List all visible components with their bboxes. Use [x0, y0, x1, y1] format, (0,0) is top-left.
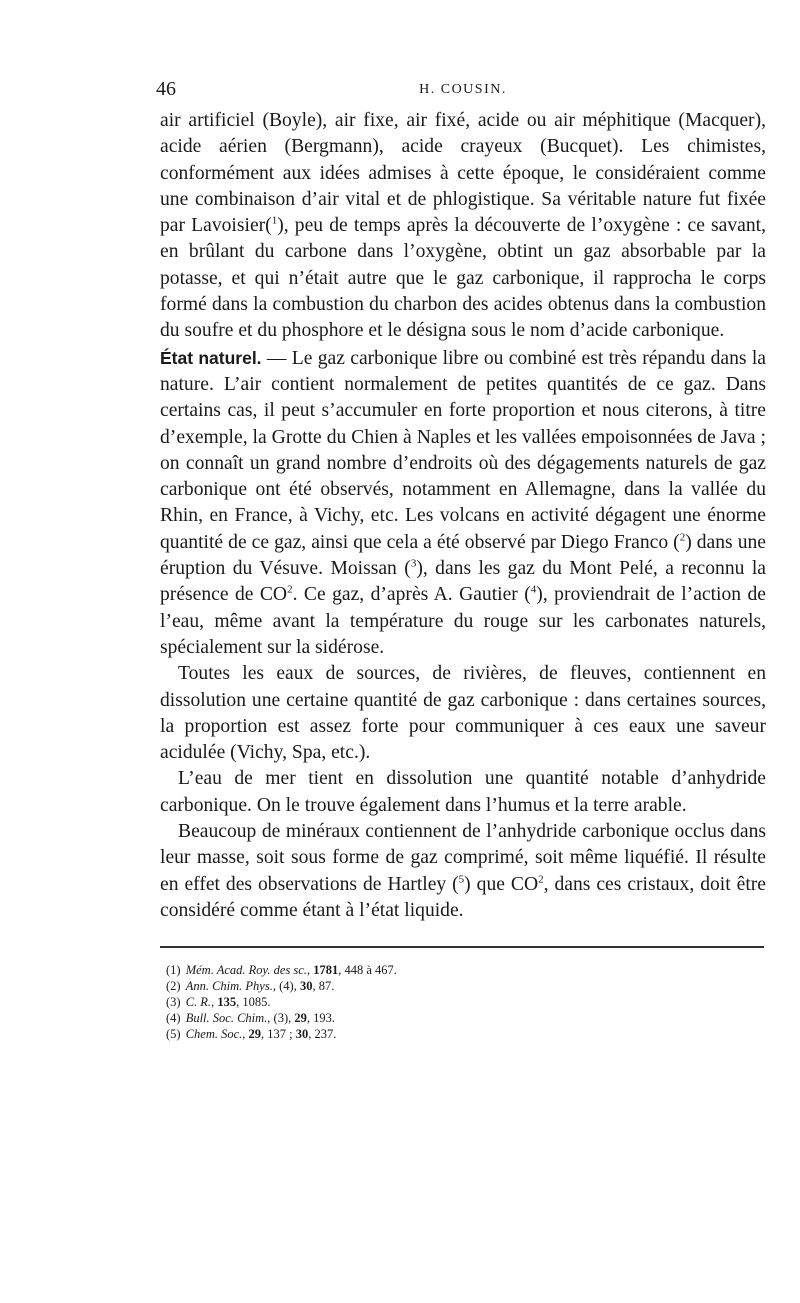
section-paragraph [160, 345, 766, 662]
paragraph: Toutes les eaux de sources, de rivières, de fleuves, contiennent en dissolution une certaine quantité de gaz carbonique : dans certaines sources, la proportion est assez forte pour communiquer à ces eaux une saveur acidulée (Vichy, Spa, etc.). [160, 663, 766, 764]
footnote-number: (1) [166, 963, 181, 978]
footnote-text: Mém. Acad. Roy. des sc., 1781, 448 à 467. [185, 963, 397, 978]
footnote-rule [160, 946, 764, 948]
footnote-number: (4) [166, 1011, 181, 1026]
footnote-number: (3) [166, 995, 181, 1010]
footnote-text: C. R., 135, 1085. [185, 995, 271, 1010]
section-text: — Le gaz carbonique libre ou combiné est très répandu dans la nature. L’air contient normalement de petites quantités de ce gaz. Dans certains cas, il peut s’accumuler en forte proportion et nous citerons, à titre d’exemple, la Grotte du Chien à Naples et les vallées empoisonnées de Java ; on connaît un grand nombre d’endroits où des dégagements naturels de gaz carbonique ont été observés, notamment en Allemagne, dans la vallée du Rhin, en France, à Vichy, etc. Les volcans en activité dégagent une énorme quantité de ce gaz, ainsi que cela a été observé par Diego Franco ($^2$) dans une éruption du Vésuve. Moissan ($^3$), dans les gaz du Mont Pelé, a reconnu la présence de $CO^2$. Ce gaz, d’après A. Gautier ($^4$), proviendrait de l’action de l’eau, même avant la température du rouge sur les carbonates naturels, spécialement sur la sidérose. [160, 347, 767, 658]
footnote-text: Chem. Soc., 29, 137 ; 30, 237. [185, 1027, 337, 1042]
footnote [166, 962, 766, 978]
footnote [166, 994, 766, 1010]
footnote [166, 978, 766, 994]
paragraph: L’eau de mer tient en dissolution une quantité notable d’anhydride carbonique. On le trouve également dans l’humus et la terre arable. [160, 768, 766, 816]
book-page [156, 78, 767, 1042]
paragraph: Beaucoup de minéraux contiennent de l’anhydride carbonique occlus dans leur masse, soit sous forme de gaz comprimé, soit même liquéfié. Il résulte en effet des observations de Hartley ($^5$) que $CO^2$, dans ces cristaux, doit être considéré comme étant à l’état liquide. [160, 821, 766, 921]
section-title: État naturel. [160, 347, 262, 368]
footnote-number: (2) [166, 979, 181, 994]
footnote-text: Bull. Soc. Chim., (3), 29, 193. [185, 1011, 335, 1026]
footnote-number: (5) [166, 1027, 181, 1042]
paragraph: air artificiel (Boyle), air fixe, air fixé, acide ou air méphitique (Macquer), acide aérien (Bergmann), acide crayeux (Bucquet). Les chimistes, conformément aux idées admises à cette époque, le considéraient comme une combinaison d’air vital et de phlogistique. Sa véritable nature fut fixée par Lavoisier($^1$), peu de temps après la découverte de l’oxygène : ce savant, en brûlant du carbone dans l’oxygène, obtint un gaz absorbable par la potasse, et qui n’était autre que le gaz carbonique, il rapprocha le corps formé dans la combustion du charbon des acides obtenus dans la combustion du soufre et du phosphore et le désigna sous le nom d’acide carbonique. [160, 110, 767, 342]
page-number: 46 [156, 78, 176, 100]
footnote [166, 1010, 766, 1026]
footnote-text: Ann. Chim. Phys., (4), 30, 87. [185, 979, 335, 994]
footnotes [160, 962, 766, 1042]
running-head: H. COUSIN. [419, 82, 507, 97]
body-text [160, 108, 766, 924]
footnote [166, 1026, 766, 1042]
page-header [156, 78, 766, 108]
